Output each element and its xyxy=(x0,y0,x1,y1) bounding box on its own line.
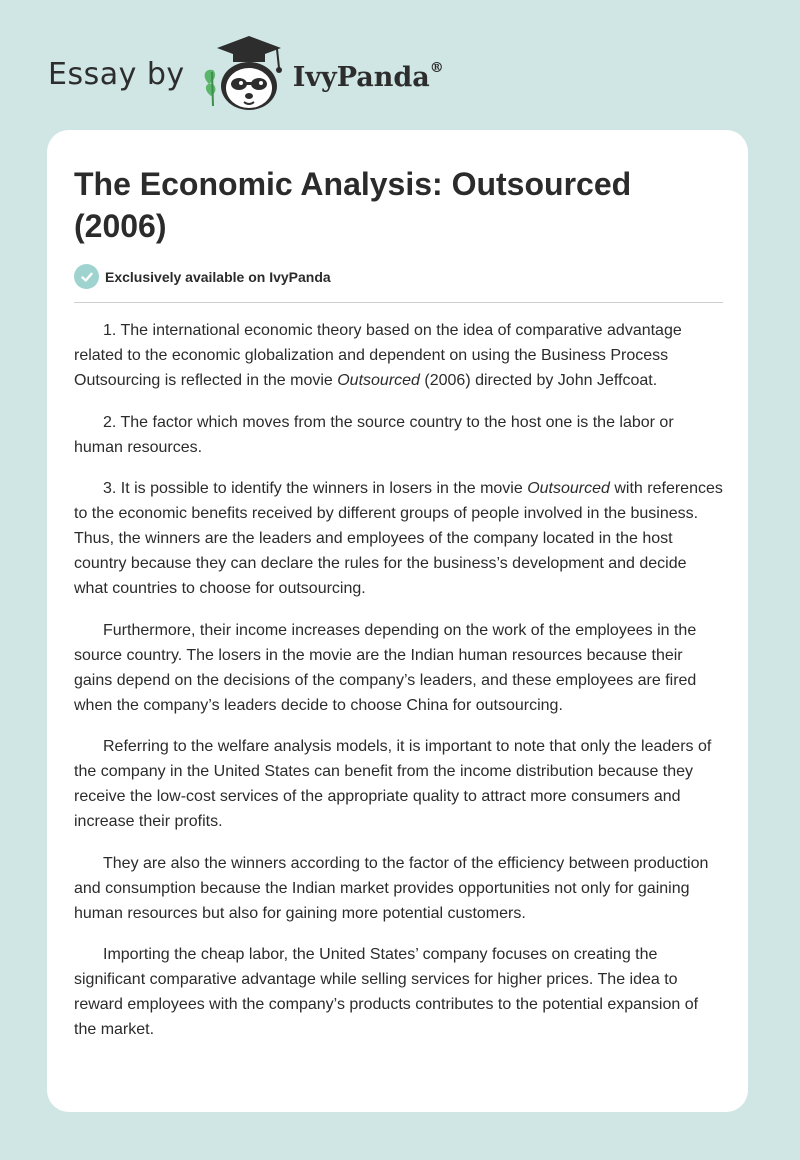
brand-name[interactable] xyxy=(292,59,444,93)
checkmark-icon xyxy=(74,264,99,289)
paragraph-3: 3. It is possible to identify the winners in losers in the movie Outsourced with references to the economic benefits received by different groups of people involved in the business. Thus, the winners are the leaders and employees of the company located in the host country because they can declare the rules for the business’s development and decide what countries to choose for outsourcing. xyxy=(74,480,723,597)
essay-by-label: Essay by xyxy=(48,56,185,92)
site-header xyxy=(48,34,444,114)
essay-title: The Economic Analysis: Outsourced (2006) xyxy=(74,166,632,244)
movie-title: Outsourced xyxy=(337,372,420,389)
paragraph-4: Furthermore, their income increases depending on the work of the employees in the source country. The losers in the movie are the Indian human resources because their gains depend on the decisions of the company’s leaders, and these employees are fired when the company’s leaders decide to choose China for outsourcing. xyxy=(74,621,697,714)
paragraph-6: They are also the winners according to the factor of the efficiency between production and consumption because the Indian market provides opportunities not only for gaining human resources but also for gaining more potential customers. xyxy=(74,854,709,922)
panda-graduate-icon[interactable] xyxy=(199,34,291,114)
essay-card xyxy=(47,130,748,1112)
exclusive-badge xyxy=(74,264,331,289)
paragraph-1: 1. The international economic theory based on the idea of comparative advantage related to the economic globalization and dependent on using the Business Process Outsourcing is reflected in the movie Outsourced (2006) directed by John Jeffcoat. xyxy=(74,322,682,389)
paragraph-2: 2. The factor which moves from the source country to the host one is the labor or human resources. xyxy=(74,413,674,456)
movie-title: Outsourced xyxy=(527,480,610,497)
registered-mark: ® xyxy=(429,59,444,76)
essay-body xyxy=(74,318,724,1059)
badge-label: Exclusively available on IvyPanda xyxy=(105,268,331,285)
brand-text: IvyPanda xyxy=(292,61,430,93)
divider xyxy=(74,302,723,303)
paragraph-5: Referring to the welfare analysis models, it is important to note that only the leaders of the company in the United States can benefit from the income distribution because they receive the low-cost services of the appropriate quality to attract more consumers and increase their profits. xyxy=(74,738,712,830)
paragraph-7: Importing the cheap labor, the United States’ company focuses on creating the significant comparative advantage while selling services for higher prices. The idea to reward employees with the company’s products contributes to the potential expansion of the market. xyxy=(74,946,699,1038)
